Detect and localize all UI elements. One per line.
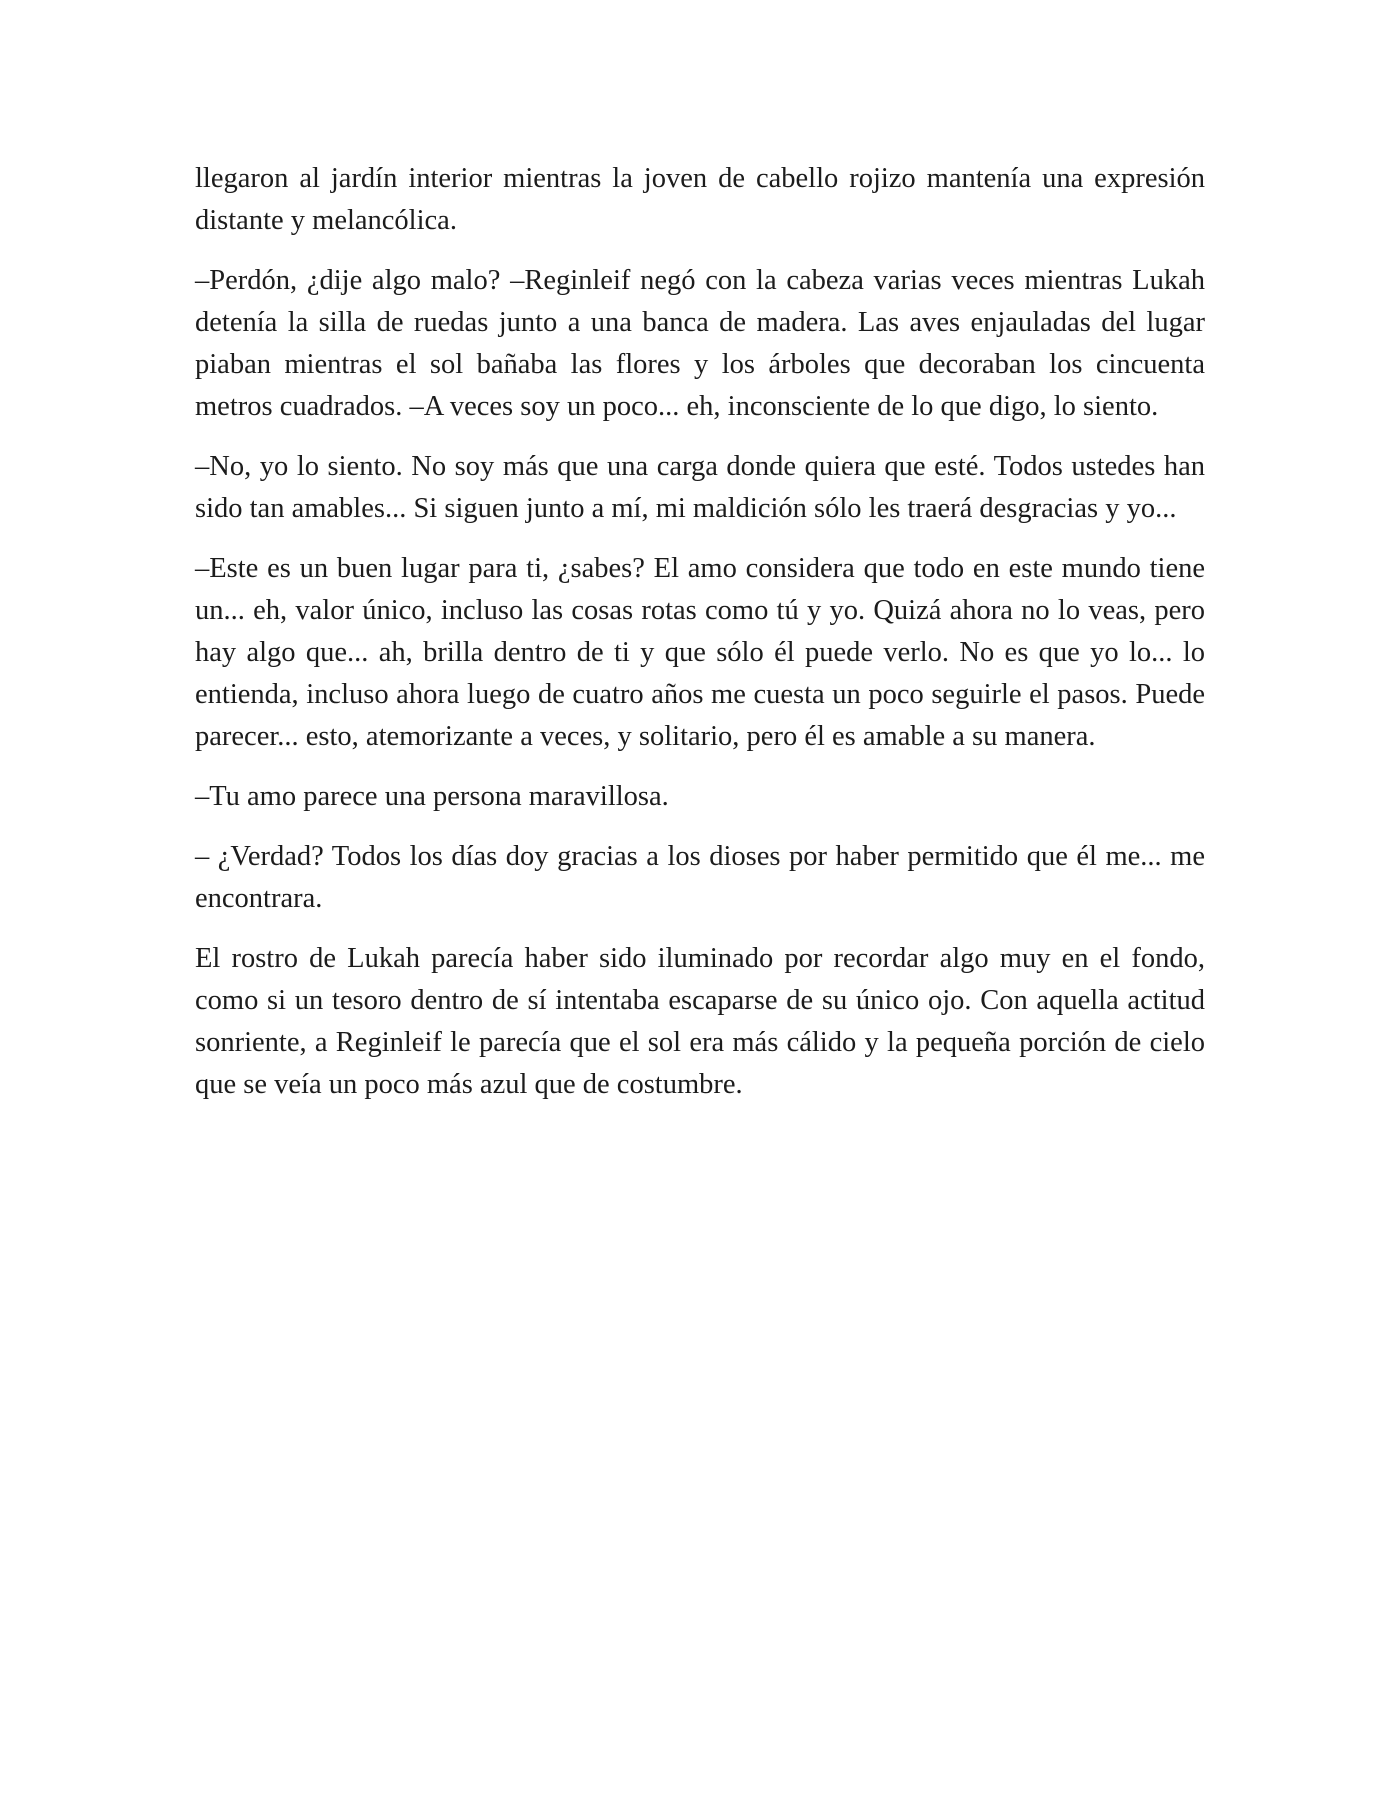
paragraph: –Tu amo parece una persona maravillosa. (195, 781, 669, 812)
paragraph: – ¿Verdad? Todos los días doy gracias a los dioses por haber permitido que él me... me encontrara. (195, 841, 1205, 914)
body-text (195, 158, 1205, 1124)
paragraph: –Perdón, ¿dije algo malo? –Reginleif negó con la cabeza varias veces mientras Lukah detenía la silla de ruedas junto a una banca de madera. Las aves enjauladas del lugar piaban mientras el sol bañaba las flores y los árboles que decoraban los cincuenta metros cuadrados. –A veces soy un poco... eh, inconsciente de lo que digo, lo siento. (195, 265, 1205, 422)
paragraph: llegaron al jardín interior mientras la joven de cabello rojizo mantenía una expresión distante y melancólica. (195, 163, 1205, 236)
paragraph: El rostro de Lukah parecía haber sido iluminado por recordar algo muy en el fondo, como si un tesoro dentro de sí intentaba escaparse de su único ojo. Con aquella actitud sonriente, a Reginleif le parecía que el sol era más cálido y la pequeña porción de cielo que se veía un poco más azul que de costumbre. (195, 943, 1205, 1100)
paragraph: –Este es un buen lugar para ti, ¿sabes? El amo considera que todo en este mundo tiene un... eh, valor único, incluso las cosas rotas como tú y yo. Quizá ahora no lo veas, pero hay algo que... ah, brilla dentro de ti y que sólo él puede verlo. No es que yo lo... lo entienda, incluso ahora luego de cuatro años me cuesta un poco seguirle el pasos. Puede parecer... esto, atemorizante a veces, y solitario, pero él es amable a su manera. (195, 553, 1205, 752)
paragraph: –No, yo lo siento. No soy más que una carga donde quiera que esté. Todos ustedes han sido tan amables... Si siguen junto a mí, mi maldición sólo les traerá desgracias y yo... (195, 451, 1205, 524)
